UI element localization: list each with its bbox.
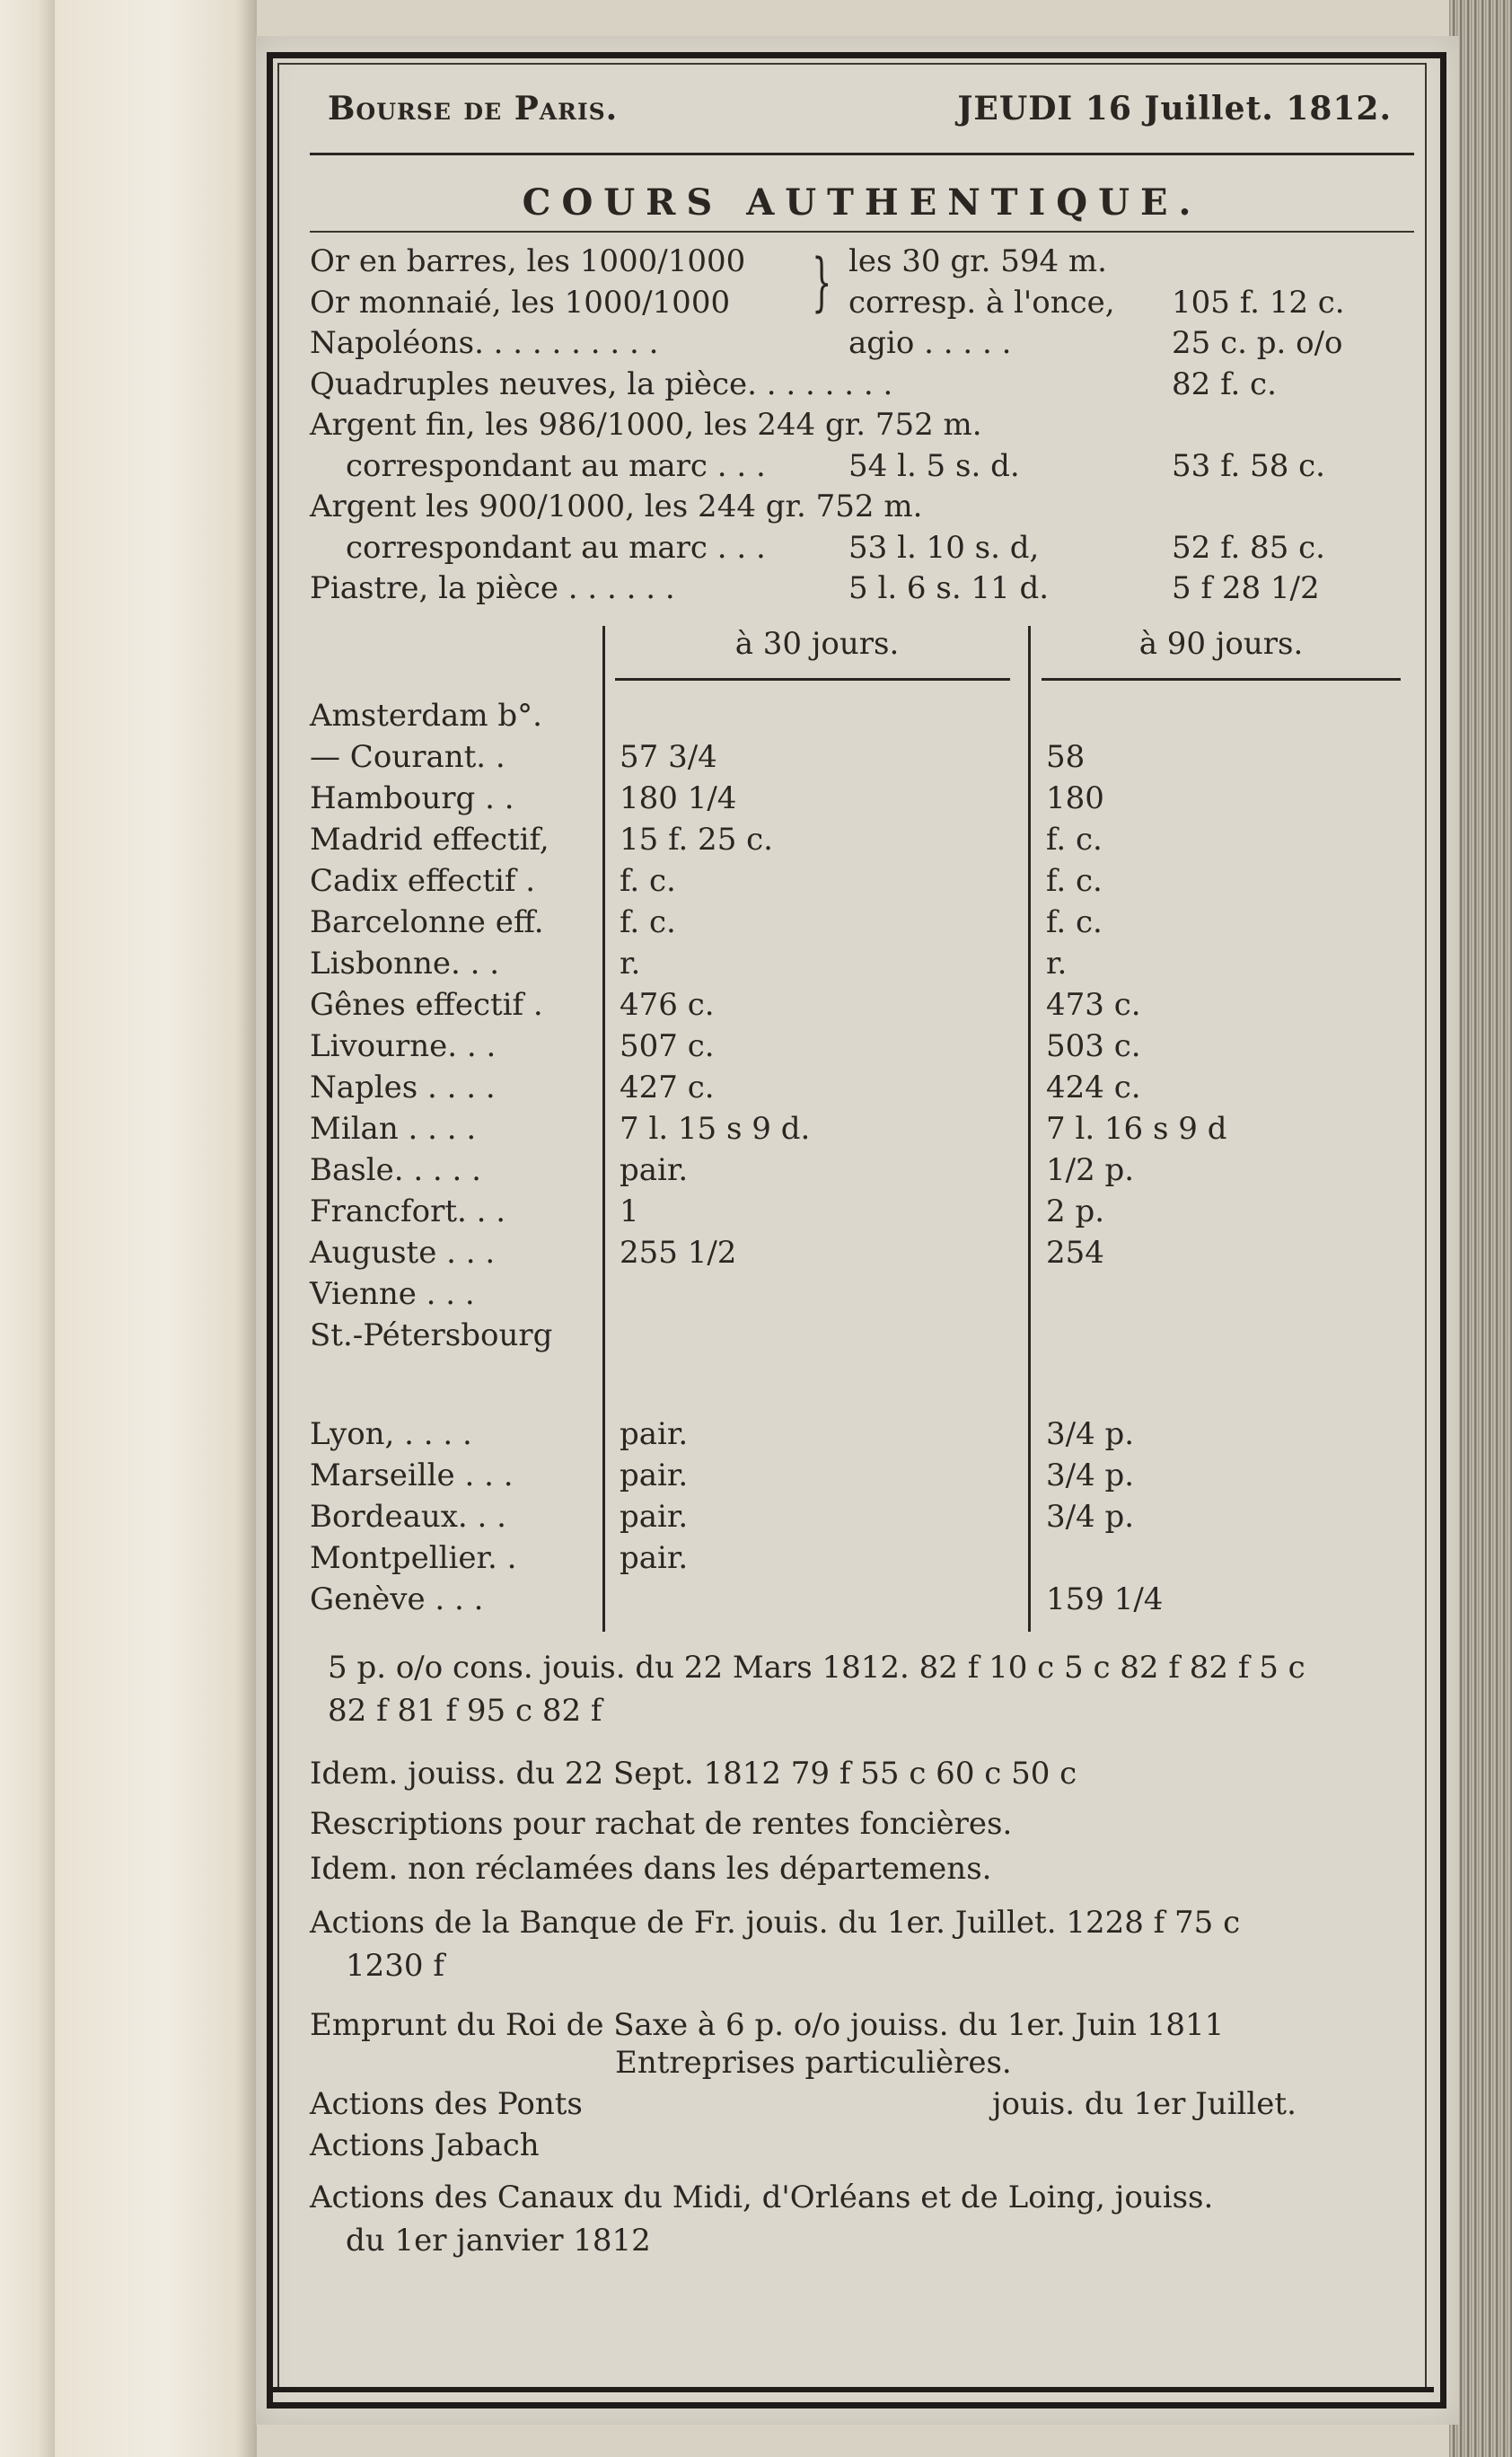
col-head-90: à 90 jours. (1138, 625, 1304, 662)
rate-30: 1 (620, 1193, 639, 1229)
rate-30: f. c. (620, 862, 676, 899)
newspaper-page (256, 36, 1459, 2425)
fund-line: Actions des Ponts (310, 2085, 583, 2122)
exchange-row (310, 987, 1414, 1028)
page-frame-bottom (267, 2387, 1434, 2392)
city-name: St.-Pétersbourg (310, 1317, 553, 1353)
metals-section (310, 242, 1414, 610)
exchange-row (310, 1111, 1414, 1152)
page-header (310, 90, 1414, 153)
rate-30: r. (620, 945, 641, 982)
city-name: Milan . . . . (310, 1110, 477, 1147)
metal-label: correspondant au marc . . . (346, 447, 766, 484)
city-name: Francfort. . . (310, 1193, 506, 1229)
metal-label: Argent fin, les 986/1000, les 244 gr. 752 m. (310, 407, 982, 443)
rate-90: 3/4 p. (1046, 1457, 1135, 1493)
metal-mid: 54 l. 5 s. d. (848, 447, 1020, 484)
rate-30: pair. (620, 1498, 689, 1535)
rate-90: 1/2 p. (1046, 1151, 1135, 1188)
city-name: Basle. . . . . (310, 1151, 481, 1188)
metal-value: 105 f. 12 c. (1172, 284, 1345, 321)
exchange-row-domestic (310, 1499, 1414, 1540)
exchange-row (310, 1276, 1414, 1317)
rate-90: 58 (1046, 738, 1086, 775)
city-name: Vienne . . . (310, 1275, 475, 1312)
metal-row (310, 283, 1414, 324)
exchange-row (310, 1070, 1414, 1111)
exchange-row-domestic (310, 1457, 1414, 1499)
page-content (310, 90, 1414, 2266)
metal-row (310, 568, 1414, 610)
rate-30: pair. (620, 1457, 689, 1493)
city-name: Bordeaux. . . (310, 1498, 506, 1535)
fund-line: 5 p. o/o cons. jouis. du 22 Mars 1812. 82 f 10 c 5 c 82 f 82 f 5 c (328, 1649, 1305, 1686)
city-name: Madrid effectif, (310, 821, 549, 858)
exchange-row (310, 904, 1414, 946)
exchange-row (310, 698, 1414, 739)
fund-line: Idem. jouiss. du 22 Sept. 1812 79 f 55 c 60 c 50 c (310, 1755, 1077, 1792)
city-name: Cadix effectif . (310, 862, 536, 899)
metal-row (310, 405, 1414, 446)
fund-line: Actions de la Banque de Fr. jouis. du 1er. Juillet. 1228 f 75 c (310, 1904, 1241, 1941)
exchange-row-domestic (310, 1540, 1414, 1581)
rate-90: f. c. (1046, 821, 1103, 858)
metal-mid: agio . . . . . (848, 325, 1012, 361)
city-name: Genève . . . (310, 1581, 484, 1617)
fund-line: 1230 f (346, 1947, 444, 1984)
city-name: Livourne. . . (310, 1027, 497, 1064)
rate-30: 476 c. (620, 986, 715, 1023)
exchange-row (310, 1235, 1414, 1276)
metal-row (310, 242, 1414, 283)
city-name: Barcelonne eff. (310, 903, 544, 940)
rate-30: pair. (620, 1415, 689, 1452)
city-name: — Courant. . (310, 738, 505, 775)
metal-value: 53 f. 58 c. (1172, 447, 1325, 484)
metal-label: Or monnaié, les 1000/1000 (310, 284, 731, 321)
exchange-row (310, 1193, 1414, 1235)
fund-line: Actions Jabach (310, 2127, 540, 2163)
exchange-row-domestic (310, 1581, 1414, 1623)
rate-90: 7 l. 16 s 9 d (1046, 1110, 1227, 1147)
header-source: Bourse de Paris. (328, 90, 619, 128)
rate-90: 2 p. (1046, 1193, 1105, 1229)
head-rule-90 (1042, 678, 1401, 681)
metal-label: Napoléons. . . . . . . . . . (310, 325, 659, 361)
funds-section (310, 1650, 1414, 2266)
head-rule-30 (615, 678, 1010, 681)
fund-line: Emprunt du Roi de Saxe à 6 p. o/o jouiss. du 1er. Juin 1811 (310, 2006, 1225, 2043)
rate-90: 503 c. (1046, 1027, 1141, 1064)
metal-mid: 53 l. 10 s. d, (848, 529, 1040, 566)
header-date: JEUDI 16 Juillet. 1812. (957, 90, 1392, 128)
city-name: Lisbonne. . . (310, 945, 500, 982)
rate-90: 424 c. (1046, 1069, 1141, 1105)
metal-mid: corresp. à l'once, (848, 284, 1115, 321)
fund-line: Idem. non réclamées dans les départemens. (310, 1850, 992, 1887)
rate-90: r. (1046, 945, 1068, 982)
metal-row (310, 446, 1414, 488)
fund-line: Rescriptions pour rachat de rentes foncières. (310, 1805, 1013, 1842)
metal-mid: 5 l. 6 s. 11 d. (848, 570, 1050, 606)
rate-90: 254 (1046, 1234, 1104, 1271)
rate-90: 3/4 p. (1046, 1498, 1135, 1535)
fund-line: du 1er janvier 1812 (346, 2222, 651, 2259)
title-rule (310, 231, 1414, 233)
book-gutter (0, 0, 54, 2457)
city-name: Auguste . . . (310, 1234, 496, 1271)
rate-30: 255 1/2 (620, 1234, 737, 1271)
metal-mid: les 30 gr. 594 m. (848, 243, 1107, 279)
exchange-row (310, 946, 1414, 987)
city-name: Hambourg . . (310, 779, 514, 816)
exchange-row (310, 1317, 1414, 1359)
fund-line: 82 f 81 f 95 c 82 f (328, 1692, 602, 1729)
exchange-table (310, 626, 1414, 1650)
metal-value: 25 c. p. o/o (1172, 325, 1343, 361)
metal-row (310, 487, 1414, 528)
rate-90: 180 (1046, 779, 1104, 816)
metal-label: Piastre, la pièce . . . . . . (310, 570, 675, 606)
rate-90: 473 c. (1046, 986, 1141, 1023)
metal-label: correspondant au marc . . . (346, 529, 766, 566)
exchange-row (310, 1152, 1414, 1193)
rate-90: 159 1/4 (1046, 1581, 1164, 1617)
rate-30: pair. (620, 1151, 689, 1188)
inner-margin (54, 0, 257, 2457)
exchange-row (310, 863, 1414, 904)
exchange-row-domestic (310, 1416, 1414, 1457)
rate-30: 7 l. 15 s 9 d. (620, 1110, 811, 1147)
city-name: Amsterdam b°. (310, 697, 542, 734)
rate-90: f. c. (1046, 903, 1103, 940)
rate-90: f. c. (1046, 862, 1103, 899)
city-name: Lyon, . . . . (310, 1415, 472, 1452)
rate-30: f. c. (620, 903, 676, 940)
rate-30: 57 3/4 (620, 738, 717, 775)
header-rule (310, 153, 1414, 155)
fund-line: Actions des Canaux du Midi, d'Orléans et de Loing, jouiss. (310, 2179, 1214, 2215)
metal-label: Quadruples neuves, la pièce. . . . . . . . (310, 365, 893, 402)
metal-row (310, 365, 1414, 406)
rate-30: 180 1/4 (620, 779, 737, 816)
metal-value: 82 f. c. (1172, 365, 1277, 402)
brace-mark: } (812, 245, 832, 319)
exchange-row (310, 780, 1414, 822)
rate-30: 507 c. (620, 1027, 715, 1064)
fund-line: Entreprises particulières. (615, 2044, 1012, 2081)
exchange-row (310, 822, 1414, 863)
exchange-row (310, 1028, 1414, 1070)
metal-value: 52 f. 85 c. (1172, 529, 1325, 566)
rate-30: pair. (620, 1539, 689, 1576)
col-head-30: à 30 jours. (734, 625, 900, 662)
metal-row (310, 528, 1414, 569)
page-title: COURS AUTHENTIQUE. (522, 181, 1202, 224)
exchange-row (310, 739, 1414, 780)
fund-line-split (310, 2086, 1414, 2127)
fund-line: jouis. du 1er Juillet. (992, 2085, 1297, 2122)
metal-row (310, 323, 1414, 365)
city-name: Naples . . . . (310, 1069, 496, 1105)
city-name: Marseille . . . (310, 1457, 514, 1493)
city-name: Montpellier. . (310, 1539, 517, 1576)
metal-value: 5 f 28 1/2 (1172, 570, 1320, 606)
rate-90: 3/4 p. (1046, 1415, 1135, 1452)
rate-30: 15 f. 25 c. (620, 821, 773, 858)
city-name: Gênes effectif . (310, 986, 543, 1023)
rate-30: 427 c. (620, 1069, 715, 1105)
metal-label: Argent les 900/1000, les 244 gr. 752 m. (310, 489, 923, 524)
metal-label: Or en barres, les 1000/1000 (310, 243, 746, 279)
